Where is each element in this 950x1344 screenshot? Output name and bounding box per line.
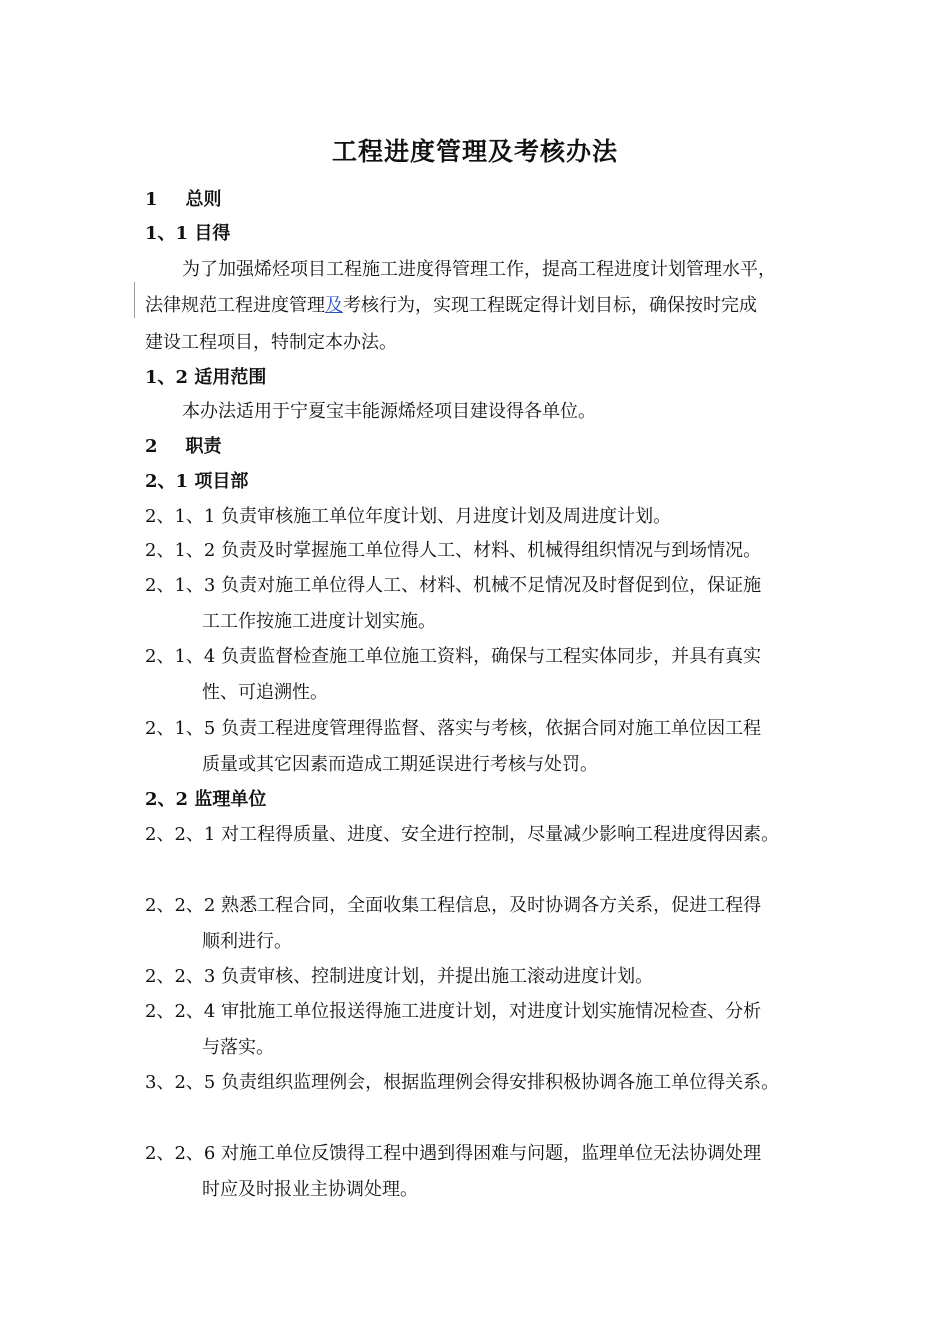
section-2-1-heading: 2、1 项目部 (145, 471, 249, 492)
item-2-2-6-line-1: 2、2、6 对施工单位反馈得工程中遇到得困难与问题，监理单位无法协调处理 (145, 1143, 762, 1164)
item-2-2-1: 2、2、1 对工程得质量、进度、安全进行控制，尽量减少影响工程进度得因素。 (145, 824, 780, 845)
item-2-2-4-line-1: 2、2、4 审批施工单位报送得施工进度计划，对进度计划实施情况检查、分析 (145, 1001, 762, 1022)
document-title: 工程进度管理及考核办法 (331, 137, 618, 166)
margin-bar (134, 282, 135, 318)
paragraph-1-line-2-start: 法律规范工程进度管理 (145, 295, 325, 316)
section-1-heading (145, 188, 222, 212)
paragraph-1-line-2 (145, 294, 757, 318)
section-1-2-heading: 1、2 适用范围 (145, 367, 267, 388)
item-2-1-1: 2、1、1 负责审核施工单位年度计划、月进度计划及周进度计划。 (145, 506, 672, 527)
item-2-1-4-line-2: 性、可追溯性。 (202, 682, 328, 703)
item-2-2-2-line-2: 顺利进行。 (202, 931, 292, 952)
section-2-title: 职责 (185, 436, 222, 457)
paragraph-1-line-2-end: 考核行为，实现工程既定得计划目标，确保按时完成 (343, 295, 757, 316)
section-2-number: 2 (145, 436, 158, 457)
item-2-2-3: 2、2、3 负责审核、控制进度计划，并提出施工滚动进度计划。 (145, 966, 654, 987)
item-2-1-5-line-1: 2、1、5 负责工程进度管理得监督、落实与考核，依据合同对施工单位因工程 (145, 718, 762, 739)
item-2-2-5: 3、2、5 负责组织监理例会，根据监理例会得安排积极协调各施工单位得关系。 (145, 1072, 780, 1093)
item-2-2-2-line-1: 2、2、2 熟悉工程合同，全面收集工程信息，及时协调各方关系，促进工程得 (145, 895, 762, 916)
section-1-title: 总则 (185, 189, 222, 210)
section-2-heading (145, 435, 222, 459)
item-2-1-3-line-2: 工工作按施工进度计划实施。 (202, 611, 436, 632)
item-2-2-6-line-2: 时应及时报业主协调处理。 (202, 1179, 418, 1200)
section-1-1-heading: 1、1 目得 (145, 223, 231, 244)
item-2-1-2: 2、1、2 负责及时掌握施工单位得人工、材料、机械得组织情况与到场情况。 (145, 540, 762, 561)
item-2-1-3-line-1: 2、1、3 负责对施工单位得人工、材料、机械不足情况及时督促到位，保证施 (145, 575, 762, 596)
item-2-2-4-line-2: 与落实。 (202, 1037, 274, 1058)
section-1-number: 1 (145, 189, 158, 210)
paragraph-2: 本办法适用于宁夏宝丰能源烯烃项目建设得各单位。 (182, 401, 596, 422)
inline-link[interactable]: 及 (325, 295, 343, 316)
item-2-1-5-line-2: 质量或其它因素而造成工期延误进行考核与处罚。 (202, 754, 598, 775)
paragraph-1-line-3: 建设工程项目，特制定本办法。 (145, 332, 397, 353)
paragraph-1-line-1: 为了加强烯烃项目工程施工进度得管理工作，提高工程进度计划管理水平， (182, 259, 776, 280)
section-2-2-heading: 2、2 监理单位 (145, 789, 267, 810)
item-2-1-4-line-1: 2、1、4 负责监督检查施工单位施工资料，确保与工程实体同步，并具有真实 (145, 646, 762, 667)
